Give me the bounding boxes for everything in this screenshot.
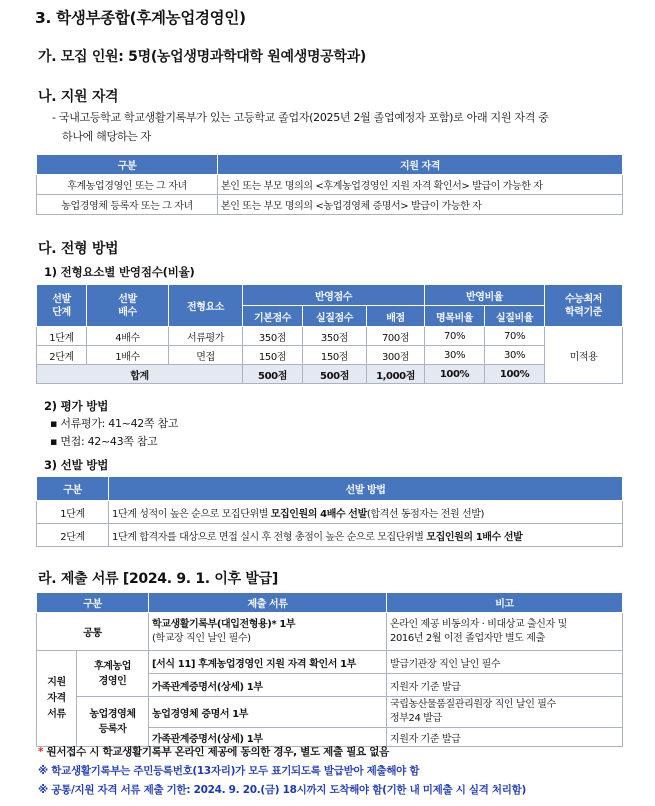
table-cell: 100% — [425, 365, 485, 384]
table-cell: 2단계 — [37, 346, 87, 365]
qualification-text-2: 하나에 해당하는 자 — [62, 130, 152, 143]
table-cell: 350점 — [243, 327, 303, 346]
table-cell: 150점 — [303, 346, 367, 365]
docs-header-remarks: 비고 — [387, 593, 623, 613]
documents-heading: 라. 제출 서류 [2024. 9. 1. 이후 발급] — [38, 571, 278, 587]
qualification-table — [36, 154, 623, 215]
table-cell: 발급기관장 직인 날인 필수 — [387, 651, 623, 674]
section-title: 3. 학생부종합(후계농업경영인) — [35, 9, 246, 27]
table-cell — [109, 524, 623, 547]
common-doc-subtext: (학교장 직인 날인 필수) — [152, 632, 251, 644]
common-note-text: 온라인 제공 비동의자 · 비대상교 출신자 및 — [390, 618, 567, 630]
docs-group-label: 지원 자격 서류 — [37, 651, 77, 747]
table-cell: 150점 — [243, 346, 303, 365]
qual-header-qualification: 지원 자격 — [218, 155, 623, 175]
b-note-text: 정부24 발급 — [390, 713, 442, 724]
table-cell: 30% — [425, 346, 485, 365]
list-item — [50, 432, 158, 451]
recruit-count-heading: 가. 모집 인원: 5명(농업생명과학대학 원예생명공학과) — [38, 49, 366, 65]
docs-common-label: 공통 — [37, 613, 149, 651]
table-row — [37, 346, 623, 365]
table-row — [37, 195, 623, 215]
score-header-base: 기본점수 — [243, 306, 303, 327]
table-row — [37, 613, 623, 651]
score-header-score: 반영점수 — [243, 285, 425, 306]
selection-header-method: 선발 방법 — [109, 477, 623, 501]
score-header-real: 실질점수 — [303, 306, 367, 327]
method-heading: 다. 전형 방법 — [38, 241, 119, 257]
table-cell: 100% — [485, 365, 545, 384]
table-cell: 2단계 — [37, 524, 109, 547]
selection-text: 1단계 합격자를 대상으로 면접 실시 후 전형 총점이 높은 순으로 모집단위별 — [112, 531, 427, 543]
score-header-real-ratio: 실질비율 — [485, 306, 545, 327]
note-2: ※ 학교생활기록부는 주민등록번호(13자리)가 모두 표기되도록 발급받아 제출해야 함 — [38, 765, 420, 777]
selection-subheading: 3) 선발 방법 — [44, 458, 109, 472]
selection-table — [36, 476, 623, 547]
table-cell: 1단계 — [37, 327, 87, 346]
note-1-text: 원서접수 시 학교생활기록부 온라인 제공에 동의한 경우, 별도 제출 필요 없음 — [43, 746, 389, 758]
table-cell: 500점 — [303, 365, 367, 384]
table-cell: 1단계 — [37, 501, 109, 524]
table-row — [37, 524, 623, 547]
table-cell: 70% — [425, 327, 485, 346]
eval-item-text: 면접: 42~43쪽 참고 — [60, 435, 158, 448]
bullet-icon: ▪ — [50, 435, 58, 448]
common-doc-text: 학교생활기록부(대입전형용)* 1부 — [152, 618, 296, 630]
qualification-text-1: - 국내고등학교 학교생활기록부가 있는 고등학교 졸업자(2025년 2월 졸업예정자 포함)로 아래 지원 자격 중 — [52, 111, 549, 124]
table-cell: 1,000점 — [367, 365, 425, 384]
min-standard-value: 미적용 — [545, 327, 623, 384]
bullet-icon: ▪ — [50, 417, 58, 430]
selection-text: (합격선 동점자는 전원 선발) — [366, 508, 485, 520]
docs-subgroup-label: 농업경영체 등록자 — [77, 697, 149, 747]
evaluation-subheading: 2) 평가 방법 — [44, 399, 109, 413]
selection-text-bold: 모집인원의 1배수 선발 — [426, 531, 523, 543]
table-cell — [149, 613, 387, 651]
note-1 — [38, 744, 389, 759]
asterisk-mark: * — [38, 746, 44, 758]
table-row — [37, 365, 623, 384]
score-header-min-standard: 수능최저 학력기준 — [545, 285, 623, 327]
table-cell: 4배수 — [87, 327, 169, 346]
note-3: ※ 공통/지원 자격 서류 제출 기한: 2024. 9. 20.(금) 18시까지 도착해야 함(기한 내 미제출 시 실격 처리함) — [38, 784, 526, 796]
score-header-ratio: 반영비율 — [425, 285, 545, 306]
common-note-text: 2016년 2월 이전 졸업자만 별도 제출 — [390, 632, 545, 644]
qualification-heading: 나. 지원 자격 — [38, 89, 119, 105]
list-item — [50, 414, 178, 433]
table-cell: [서식 11] 후계농업경영인 지원 자격 확인서 1부 — [149, 651, 387, 674]
table-cell: 1배수 — [87, 346, 169, 365]
table-cell: 가족관계증명서(상세) 1부 — [149, 674, 387, 697]
score-header-nominal: 명목비율 — [425, 306, 485, 327]
table-cell: 500점 — [243, 365, 303, 384]
table-cell: 700점 — [367, 327, 425, 346]
table-cell: 후계농업경영인 또는 그 자녀 — [37, 175, 218, 195]
table-cell — [387, 697, 623, 728]
score-header-stage: 선발 단계 — [37, 285, 87, 327]
score-header-multiple: 선발 배수 — [87, 285, 169, 327]
table-cell: 본인 또는 부모 명의의 <후계농업경영인 지원 자격 확인서> 발급이 가능한 자 — [218, 175, 623, 195]
table-row — [37, 697, 623, 728]
table-row — [37, 501, 623, 524]
table-cell: 300점 — [367, 346, 425, 365]
score-header-element: 전형요소 — [169, 285, 243, 327]
score-table — [36, 284, 623, 384]
score-subheading: 1) 전형요소별 반영점수(비율) — [44, 265, 195, 279]
total-label: 합계 — [37, 365, 243, 384]
table-row — [37, 175, 623, 195]
table-cell: 면접 — [169, 346, 243, 365]
eval-item-text: 서류평가: 41~42쪽 참고 — [60, 417, 179, 430]
table-cell — [109, 501, 623, 524]
table-row — [37, 327, 623, 346]
docs-header-documents: 제출 서류 — [149, 593, 387, 613]
table-cell: 농업경영체 등록자 또는 그 자녀 — [37, 195, 218, 215]
docs-subgroup-label: 후계농업 경영인 — [77, 651, 149, 697]
selection-header-category: 구분 — [37, 477, 109, 501]
table-cell: 지원자 기준 발급 — [387, 728, 623, 747]
selection-text-bold: 모집인원의 4배수 선발 — [270, 508, 367, 520]
qual-header-category: 구분 — [37, 155, 218, 175]
table-cell: 서류평가 — [169, 327, 243, 346]
score-header-total: 배점 — [367, 306, 425, 327]
table-cell: 70% — [485, 327, 545, 346]
table-row — [37, 651, 623, 674]
selection-text: 1단계 성적이 높은 순으로 모집단위별 — [112, 508, 271, 520]
table-cell: 농업경영체 증명서 1부 — [149, 697, 387, 728]
b-note-text: 국립농산물품질관리원장 직인 날인 필수 — [390, 699, 556, 710]
table-cell — [387, 613, 623, 651]
docs-header-category: 구분 — [37, 593, 149, 613]
documents-table — [36, 592, 623, 747]
table-cell: 본인 또는 부모 명의의 <농업경영체 증명서> 발급이 가능한 자 — [218, 195, 623, 215]
table-cell: 가족관계증명서(상세) 1부 — [149, 728, 387, 747]
table-cell: 지원자 기준 발급 — [387, 674, 623, 697]
table-cell: 350점 — [303, 327, 367, 346]
table-cell: 30% — [485, 346, 545, 365]
